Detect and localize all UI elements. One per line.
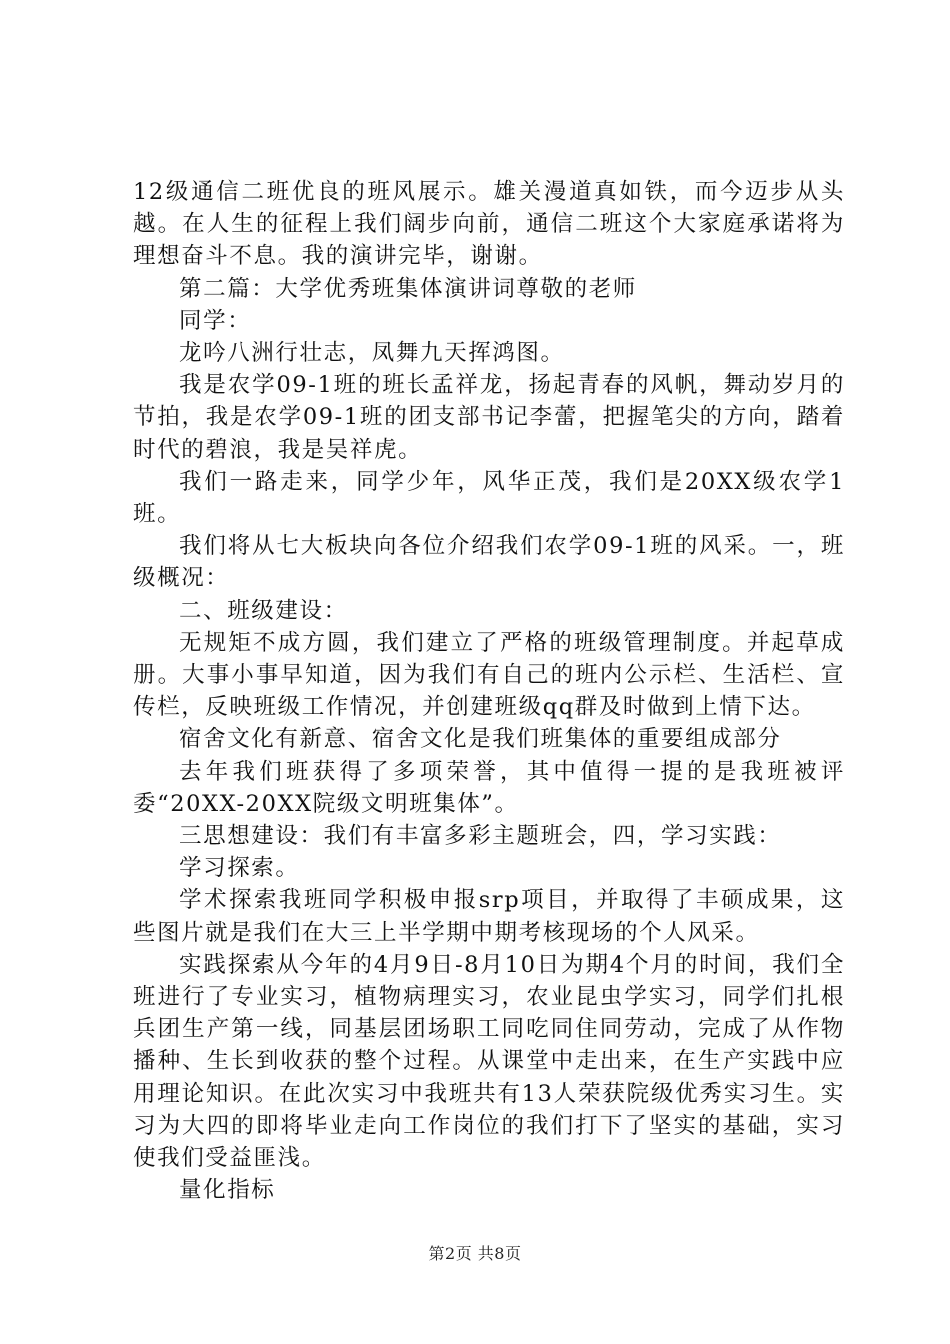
paragraph-10: 宿舍文化有新意、宿舍文化是我们班集体的重要组成部分 bbox=[179, 726, 782, 753]
paragraph-11: 去年我们班获得了多项荣誉，其中值得一提的是我班被评委“20XX-20XX院级文明班集体”。 bbox=[133, 758, 845, 817]
paragraph-12: 三思想建设：我们有丰富多彩主题班会，四，学习实践： bbox=[179, 823, 782, 850]
page-number-label: 第2页 共8页 bbox=[428, 1244, 522, 1263]
document-body bbox=[133, 176, 845, 1207]
paragraph-14: 学术探索我班同学积极申报srp项目，并取得了丰硕成果，这些图片就是我们在大三上半学期中期考核现场的个人风采。 bbox=[133, 887, 845, 946]
paragraph-9: 无规矩不成方圆，我们建立了严格的班级管理制度。并起草成册。大事小事早知道，因为我们有自己的班内公示栏、生活栏、宣传栏，反映班级工作情况，并创建班级qq群及时做到上情下达。 bbox=[133, 629, 845, 721]
paragraph-3: 同学： bbox=[179, 307, 252, 334]
paragraph-4: 龙吟八洲行壮志，凤舞九天挥鸿图。 bbox=[179, 340, 565, 367]
paragraph-7: 我们将从七大板块向各位介绍我们农学09-1班的风采。一，班级概况： bbox=[133, 533, 845, 592]
paragraph-2: 第二篇：大学优秀班集体演讲词尊敬的老师 bbox=[179, 275, 637, 302]
paragraph-16: 量化指标 bbox=[179, 1177, 276, 1204]
paragraph-5: 我是农学09-1班的班长孟祥龙，扬起青春的风帆，舞动岁月的节拍，我是农学09-1班的团支部书记李蕾，把握笔尖的方向，踏着时代的碧浪，我是吴祥虎。 bbox=[133, 372, 845, 463]
page-footer bbox=[0, 1244, 950, 1264]
paragraph-1: 12级通信二班优良的班风展示。雄关漫道真如铁，而今迈步从头越。在人生的征程上我们阔步向前，通信二班这个大家庭承诺将为理想奋斗不息。我的演讲完毕，谢谢。 bbox=[133, 179, 845, 270]
paragraph-15: 实践探索从今年的4月9日-8月10日为期4个月的时间，我们全班进行了专业实习，植物病理实习，农业昆虫学实习，同学们扎根兵团生产第一线，同基层团场职工同吃同住同劳动，完成了从作物播种、生长到收获的整个过程。从课堂中走出来，在生产实践中应用理论知识。在此次实习中我班共有13人荣获院级优秀实习生。实习为大四的即将毕业走向工作岗位的我们打下了坚实的基础，实习使我们受益匪浅。 bbox=[133, 951, 845, 1172]
paragraph-6: 我们一路走来，同学少年，风华正茂，我们是20XX级农学1班。 bbox=[133, 468, 845, 528]
paragraph-8: 二、班级建设： bbox=[179, 597, 348, 624]
paragraph-13: 学习探索。 bbox=[179, 855, 300, 882]
